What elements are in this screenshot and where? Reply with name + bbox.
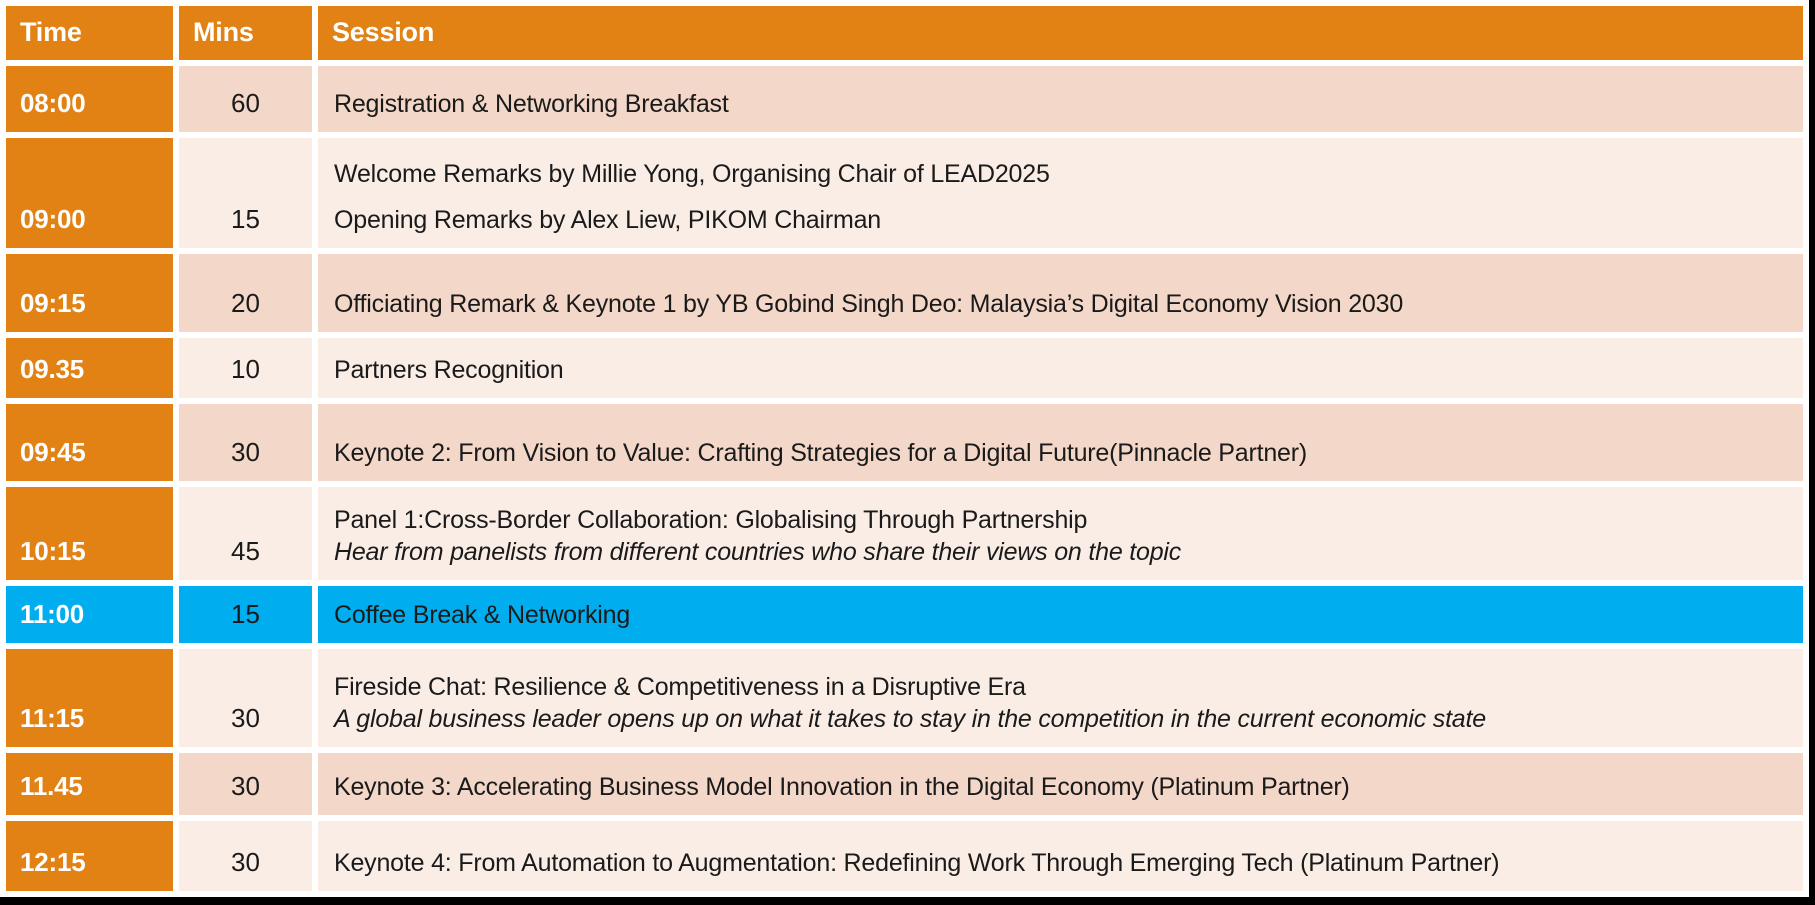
session-title: Keynote 2: From Vision to Value: Crafting Strategies for a Digital Future(Pinnacle Partner)	[334, 439, 1308, 467]
mins-cell: 15	[179, 586, 312, 643]
mins-cell: 45	[179, 487, 312, 580]
session-cell	[318, 254, 1803, 332]
time-cell: 12:15	[6, 821, 173, 891]
session-title: Coffee Break & Networking	[334, 601, 631, 629]
agenda-row	[6, 66, 1803, 132]
session-title: Registration & Networking Breakfast	[334, 90, 729, 118]
header-row	[6, 6, 1803, 60]
agenda-row	[6, 821, 1803, 891]
mins-cell: 30	[179, 404, 312, 481]
session-cell	[318, 753, 1803, 815]
session-title: Keynote 4: From Automation to Augmentation: Redefining Work Through Emerging Tech (Platinum Partner)	[334, 849, 1500, 877]
agenda-row	[6, 338, 1803, 398]
session-cell	[318, 821, 1803, 891]
session-title: Fireside Chat: Resilience & Competitiveness in a Disruptive Era	[334, 673, 1026, 701]
session-title: Opening Remarks by Alex Liew, PIKOM Chairman	[334, 206, 881, 234]
mins-cell: 30	[179, 753, 312, 815]
time-cell: 08:00	[6, 66, 173, 132]
agenda-row	[6, 138, 1803, 248]
header-mins: Mins	[179, 6, 312, 60]
mins-cell: 15	[179, 138, 312, 248]
mins-cell: 10	[179, 338, 312, 398]
time-cell: 11:00	[6, 586, 173, 643]
agenda-header	[6, 6, 1803, 60]
session-cell	[318, 66, 1803, 132]
time-cell: 09:45	[6, 404, 173, 481]
mins-cell: 20	[179, 254, 312, 332]
session-subtitle: Hear from panelists from different countries who share their views on the topic	[334, 538, 1182, 566]
header-time: Time	[6, 6, 173, 60]
mins-cell: 60	[179, 66, 312, 132]
mins-cell: 30	[179, 821, 312, 891]
agenda-body	[6, 66, 1803, 891]
session-title: Officiating Remark & Keynote 1 by YB Gobind Singh Deo: Malaysia’s Digital Economy Vision 2030	[334, 290, 1404, 318]
header-session: Session	[318, 6, 1803, 60]
session-cell	[318, 404, 1803, 481]
session-cell	[318, 138, 1803, 248]
session-cell	[318, 649, 1803, 747]
session-cell	[318, 586, 1803, 643]
session-title: Welcome Remarks by Millie Yong, Organising Chair of LEAD2025	[334, 160, 1050, 188]
time-cell: 11.45	[6, 753, 173, 815]
agenda-row	[6, 753, 1803, 815]
agenda-row	[6, 404, 1803, 481]
time-cell: 09:00	[6, 138, 173, 248]
time-cell: 11:15	[6, 649, 173, 747]
session-cell	[318, 487, 1803, 580]
agenda-row	[6, 649, 1803, 747]
session-title: Keynote 3: Accelerating Business Model Innovation in the Digital Economy (Platinum Partner)	[334, 773, 1350, 801]
time-cell: 10:15	[6, 487, 173, 580]
time-cell: 09.35	[6, 338, 173, 398]
session-cell	[318, 338, 1803, 398]
session-title: Panel 1:Cross-Border Collaboration: Globalising Through Partnership	[334, 506, 1088, 534]
agenda-row	[6, 487, 1803, 580]
session-title: Partners Recognition	[334, 356, 564, 384]
mins-cell: 30	[179, 649, 312, 747]
session-subtitle: A global business leader opens up on what it takes to stay in the competition in the current economic state	[334, 705, 1486, 733]
agenda-row	[6, 586, 1803, 643]
agenda-row	[6, 254, 1803, 332]
time-cell: 09:15	[6, 254, 173, 332]
